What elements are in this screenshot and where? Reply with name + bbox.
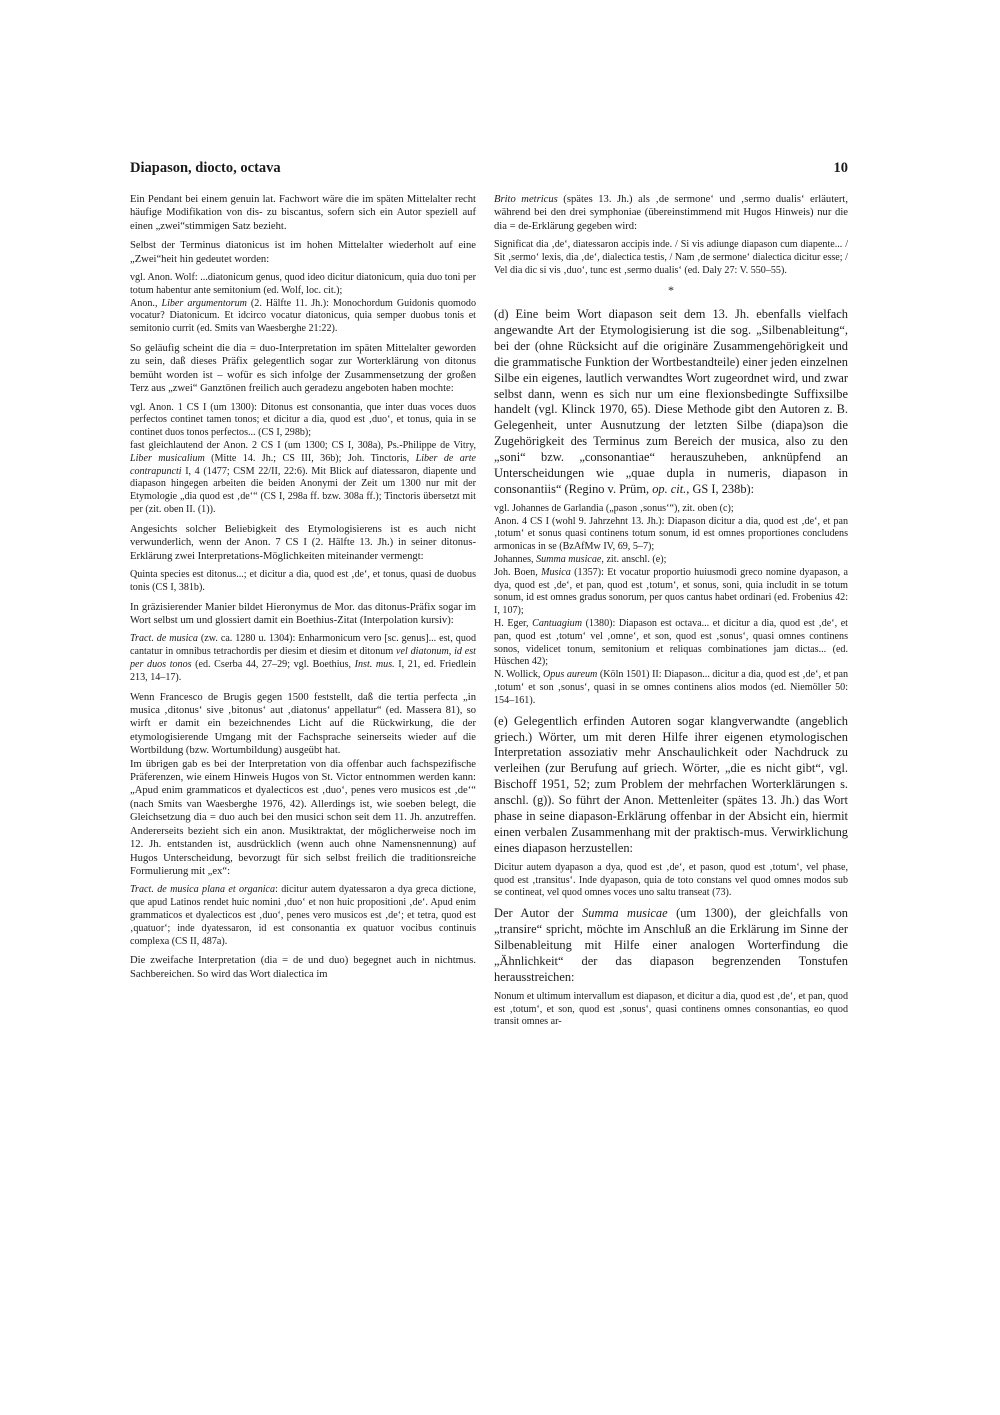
quotation: Nonum et ultimum intervallum est diapason, et dicitur a dia, quod est ‚de‘, et pan, quod est ‚totum‘, et son, quod est ‚sonus‘, quasi continens omnes consonantias, eo quod transit omnes ar- [494, 990, 848, 1028]
quotation: vgl. Anon. Wolf: ...diatonicum genus, quod ideo dicitur diatonicum, quia duo toni per totum habentur ante semitonium (ed. Wolf, loc. cit.); [130, 272, 476, 296]
work-title: Opus aureum [542, 669, 598, 681]
paragraph: (d) Eine beim Wort diapason seit dem 13. Jh. ebenfalls vielfach angewandte Art der Etymologisierung ist die sog. „Silbenableitung“, bei der (ohne Rücksicht auf die originäre Zusammengehörigkeit und die grammatische Funktion der Wortbestandteile) einer jeden einzelnen Silbe ein eigenes, lautlich verwandtes Wort zugeordnet wird, und zwar selbst dann, wenn es sich nur um eine flexionsbedingte Suffixsilbe handelt (vgl. Klinck 1970, 65). Diese Methode gibt den Autoren z. B. Gelegenheit, unter Ausnutzung der letzten Silbe (diapa)son die Zugehörigkeit des Terminus zum Bereich der musica, also zu den „soni“ bzw. „consonantiae“ herauszuheben, anknüpfend an Unterscheidungen wie „quae dupla in numeris, diapason in consonantiis“ (Regino v. Prüm, op. cit., GS I, 238b): [494, 307, 848, 496]
quotation: Anon. 4 CS I (wohl 9. Jahrzehnt 13. Jh.): Diapason dicitur a dia, quod est ‚de‘, et pan ‚totum‘ et sonus quasi continens totum sonum, id est omnes proportiones concludens armonicas in se (BzAfMw IV, 69, 5–7); [494, 515, 848, 553]
quotation: Tract. de musica plana et organica: dicitur autem dyatessaron a dya greca dictione, que apud Latinos rendet huic nomini ‚duo‘ et non huic propositioni ‚de‘. Apud enim grammaticos et dyalecticos est ‚duo‘, penes vero musicos est ‚de‘; et tetra, quod est ‚quatuor‘; inde dyatessaron, id est consonantia ex quatuor vocibus continuis complexa (CS II, 487a). [130, 884, 476, 947]
work-title: Summa musicae [582, 906, 668, 921]
paragraph: Angesichts solcher Beliebigkeit des Etymologisierens ist es auch nicht verwunderlich, wenn der Anon. 7 CS I (2. Hälfte 13. Jh.) in seiner ditonus-Erklärung zwei Interpretations-Möglichkeiten miteinander vermengt: [130, 523, 476, 562]
paragraph: Wenn Francesco de Brugis gegen 1500 feststellt, daß die tertia perfecta „in musica ‚ditonus‘ sive ‚bitonus‘ aut ‚diatonus‘ appellatur“ (ed. Massera 81), so wirft er damit ein bezeichnendes Licht auf die Rückwirkung, die der etymologisierende Umgang mit der Fachsprache seinerseits wieder auf die Wortbildung (bzw. Wortumbildung) ausgeübt hat. [130, 691, 476, 757]
paragraph: In gräzisierender Manier bildet Hieronymus de Mor. das ditonus-Präfix sogar im Wort selbst um und glossiert damit ein Boethius-Zitat (Interpolation kursiv): [130, 601, 476, 627]
right-column [494, 193, 848, 1035]
paragraph: So geläufig scheint die dia = duo-Interpretation im späten Mittelalter geworden zu sein, daß dieses Präfix gelegentlich sogar zur Worterklärung von ditonus bemüht worden ist – wofür es sich infolge der Zusammensetzung der großen Terz aus „zwei“ Ganztönen freilich auch geradezu angeboten haben mochte: [130, 343, 476, 395]
work-title: Tract. de musica [130, 633, 198, 645]
running-header [130, 160, 848, 182]
work-title: Brito metricus [494, 194, 558, 205]
quotation: Quinta species est ditonus...; et dicitur a dia, quod est ‚de‘, et tonus, quasi de duobus tonis (CS I, 381b). [130, 569, 476, 593]
quotation: Dicitur autem dyapason a dya, quod est ‚de‘, et pason, quod est ‚totum‘, vel phase, quod est ‚transitus‘. Inde dyapason, quia de toto constans vel quod omnes modos sub se contineat, vel quod omnes voces uno saltu transeat (73). [494, 861, 848, 899]
quotation: N. Wollick, Opus aureum (Köln 1501) II: Diapason... dicitur a dia, quod est ‚de‘, et pan ‚totum‘ et son ‚sonus‘, quasi in se omnes continens alios modos (ed. Niemöller 50: 154–161). [494, 669, 848, 706]
quotation: vgl. Anon. 1 CS I (um 1300): Ditonus est consonantia, que inter duas voces duos perfectos continet tamen tonos; et dicitur a dia, quod est ‚duo‘, et tonus, quia in se continet duos tonos perfectos... (CS I, 298b); [130, 401, 476, 439]
paragraph: Der Autor der Summa musicae (um 1300), der gleichfalls von „transire“ spricht, möchte im Anschluß an die Erklärung im Sinne der Silbenableitung mit Hilfe einer analogen Worterfindung die „Ähnlichkeit“ der das diapason begrenzenden Tonstufen herausstreichen: [494, 906, 848, 984]
interpolation: vel diatonum, id est per duos tonos [130, 646, 476, 671]
work-title: Tract. de musica plana et organica [130, 884, 276, 896]
quotation: vgl. Johannes de Garlandia („pason ‚sonus‘“), zit. oben (c); [494, 502, 734, 514]
work-title: Cantuagium [532, 618, 583, 630]
paragraph: Ein Pendant bei einem genuin lat. Fachwort wäre die im späten Mittelalter recht häufige Modifikation von dis- zu biscantus, sofern sich ein Autor speziell auf einen „zwei“stimmigen Satz bezieht. [130, 194, 476, 232]
paragraph: Im übrigen gab es bei der Interpretation von dia offenbar auch fachspezifische Präferenzen, wie einem Hinweis Hugos von St. Victor entnommen werden kann: „Apud enim grammaticos et dyalecticos est ‚duo‘, penes vero musicos est ‚de‘“ (nach Smits van Waesberghe 1976, 42). Allerdings ist, wie soeben belegt, die Gleichsetzung dia = duo auch bei den musici schon seit dem 11. Jh. anzutreffen. Andererseits bezieht sich ein anon. Musiktraktat, der möglicherweise noch im 12. Jh. entstanden ist, ausdrücklich (wenn auch ohne Namensnennung) auf Hugos Unterscheidung, bevorzugt für sich selbst freilich die traditionsreiche Formulierung mit „ex“: [130, 758, 476, 877]
work-title: Musica [541, 566, 571, 578]
paragraph: Brito metricus (spätes 13. Jh.) als ‚de sermone‘ und ‚sermo dualis‘ erläutert, während bei den drei symphoniae (übereinstimmend mit Hugos Hinweis) nur die dia = de-Erklärung gegeben wird: [494, 194, 848, 232]
work-title: Liber musicalium [130, 452, 205, 464]
page-number: 10 [833, 160, 848, 176]
quotation: Tract. de musica (zw. ca. 1280 u. 1304): Enharmonicum vero [sc. genus]... est, quod cantatur in omnibus tetrachordis per diesim et diesim et ditonum vel diatonum, id est per duos tonos (ed. Cserba 44, 27–29; vgl. Boethius, Inst. mus. I, 21, ed. Friedlein 213, 14–17). [130, 633, 476, 683]
paragraph: Die zweifache Interpretation (dia = de und duo) begegnet auch in nichtmus. Sachbereichen. So wird das Wort dialectica im [130, 955, 476, 980]
work-title: Liber argumentorum [161, 297, 247, 309]
work-title: Inst. mus. [354, 659, 395, 671]
header-title: Diapason, diocto, octava [130, 160, 281, 176]
left-column [130, 193, 476, 987]
quotation: H. Eger, Cantuagium (1380): Diapason est octava... et dicitur a dia, quod est ‚de‘, et pan, quod est ‚totum‘ vel ‚omne‘, et son, quod est ‚sonus‘, quasi omnes continens sonos, videlicet tonum, semitonium et reliquas combinationes jam dictas... (ed. Hüschen 42); [494, 618, 848, 668]
quotation: Johannes, Summa musicae, zit. anschl. (e); [494, 554, 667, 566]
paragraph: (e) Gelegentlich erfinden Autoren sogar klangverwandte (angeblich griech.) Wörter, um mit deren Hilfe ihrer eigenen etymologischen Interpretation assoziativ mehr Anschaulichkeit oder Nachdruck zu verleihen (zur Berufung auf griech. Wörter, „die es nicht gibt“, vgl. Bischoff 1951, 52; zum Problem der mehrfachen Worterklärungen s. anschl. (g)). So führt der Anon. Mettenleiter (spätes 13. Jh.) das Wort phase in seine diapason-Erklärung offenbar in der Absicht ein, hiermit einen verbalen Zusammenhang mit der praktisch-mus. Verwirklichung eines diapason herzustellen: [494, 713, 848, 855]
quotation: Joh. Boen, Musica (1357): Et vocatur proportio huiusmodi greco nomine dyapason, a dya, quod est ‚de‘, et pan, quod est ‚totum‘, et sonus, soni, quia includit in se totum sonum, id est omnes gradus sonorum, per quos cantus habet ordinari (ed. Frobenius 42: I, 107); [494, 566, 848, 617]
section-separator: * [668, 282, 674, 297]
quotation: fast gleichlautend der Anon. 2 CS I (um 1300; CS I, 308a), Ps.-Philippe de Vitry, Liber musicalium (Mitte 14. Jh.; CS III, 36b); Joh. Tinctoris, Liber de arte contrapuncti I, 4 (1477; CSM 22/II, 22:6). Mit Blick auf diatessaron, diapente und diapason hingegen arbeiten die beiden Anonymi der Zeit um 1300 nur mit der Etymologie „dia quod est ‚de‘“ (CS I, 298a ff. bzw. 308a ff.); Tinctoris übersetzt mit per (zit. oben II. (1)). [130, 440, 476, 516]
work-title: Summa musicae [536, 554, 602, 566]
quotation: Significat dia ‚de‘, diatessaron accipis inde. / Si vis adiunge diapason cum diapente... / Sit ‚sermo‘ lexis, dia ‚de‘, dialectica testis, / Nam ‚de sermone‘ dialectica dicitur esse; / Vel dia dic si vis ‚duo‘, tunc est ‚sermo dualis‘ (ed. Daly 27: V. 550–55). [494, 239, 848, 276]
paragraph: Selbst der Terminus diatonicus ist im hohen Mittelalter wiederholt auf eine „Zwei“heit hin gedeutet worden: [130, 240, 476, 265]
quotation: Anon., Liber argumentorum (2. Hälfte 11. Jh.): Monochordum Guidonis quomodo vocatur? Diatonicum. Et idcirco vocatur diatonicus, quia semper duobus tonis et semitonio currit (ed. Smits van Waesberghe 21:22). [130, 297, 476, 335]
work-title: Liber de arte contrapuncti [130, 452, 476, 477]
